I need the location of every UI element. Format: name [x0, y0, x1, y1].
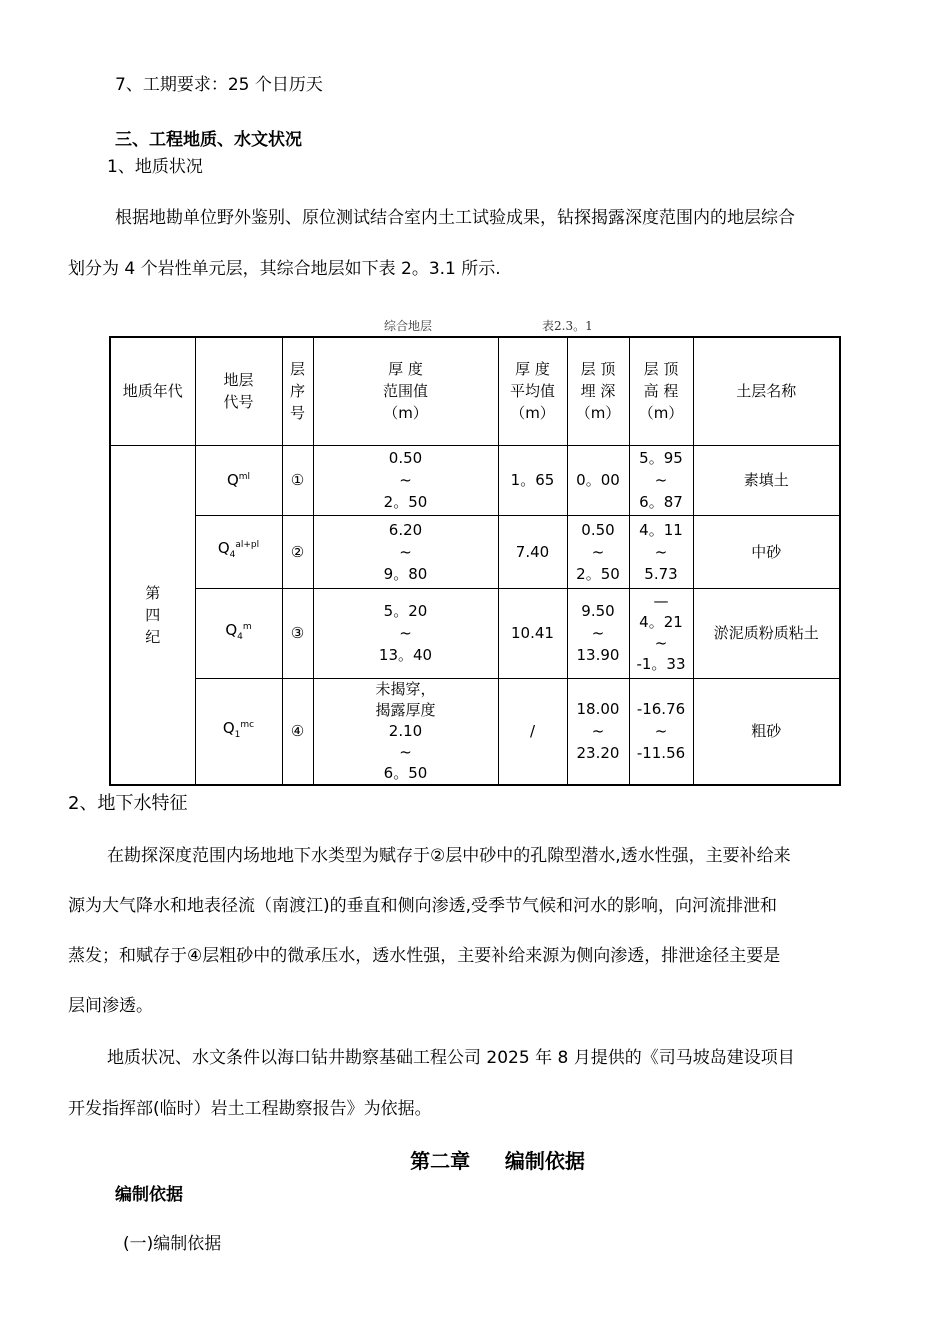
- groundwater-line-3: 蒸发；和赋存于④层粗砂中的微承压水，透水性强，主要补给来源为侧向渗透，排泄途径主要是: [68, 946, 781, 966]
- top-elev: — 4。21 ~ -1。33: [629, 588, 693, 678]
- soil-name: 中砂: [693, 515, 840, 588]
- layer-seq: ③: [282, 588, 313, 678]
- layer-code: $Q^{ml}$: [195, 445, 282, 515]
- layer-seq: ②: [282, 515, 313, 588]
- section-3-title: 三、工程地质、水文状况: [115, 130, 302, 150]
- para1-line1: 根据地勘单位野外鉴别、原位测试结合室内土工试验成果，钻探揭露深度范围内的地层综合: [115, 208, 795, 228]
- soil-name: 淤泥质粉质粘土: [693, 588, 840, 678]
- thick-range: 未揭穿， 揭露厚度 2.10 ~ 6。50: [313, 678, 498, 785]
- thick-range: 6.20 ~ 9。80: [313, 515, 498, 588]
- table-row: [110, 445, 840, 515]
- thick-avg: 7.40: [498, 515, 567, 588]
- basis-line-2: 开发指挥部(临时）岩土工程勘察报告》为依据。: [68, 1099, 432, 1119]
- era-cell: 第 四 纪: [110, 445, 195, 785]
- layer-seq: ④: [282, 678, 313, 785]
- top-elev: 4。11 ~ 5.73: [629, 515, 693, 588]
- top-depth: 18.00 ~ 23.20: [567, 678, 629, 785]
- groundwater-line-1: 在勘探深度范围内场地地下水类型为赋存于②层中砂中的孔隙型潜水,透水性强，主要补给来: [107, 846, 791, 866]
- soil-name: 粗砂: [693, 678, 840, 785]
- header-seq: 层 序 号: [282, 337, 313, 445]
- header-top-elev: 层 顶 高 程 （m）: [629, 337, 693, 445]
- header-era: 地质年代: [110, 337, 195, 445]
- item-7-duration: 7、工期要求：25 个日历天: [115, 75, 323, 95]
- layer-code: $Q_4^m$: [195, 588, 282, 678]
- thick-range: 0.50 ~ 2。50: [313, 445, 498, 515]
- header-soil-name: 土层名称: [693, 337, 840, 445]
- thick-avg: 1。65: [498, 445, 567, 515]
- table-row: [110, 678, 840, 785]
- top-depth: 0.50 ~ 2。50: [567, 515, 629, 588]
- table-row: [110, 588, 840, 678]
- layer-code: $Q_4^{al+pl}$: [195, 515, 282, 588]
- groundwater-line-2: 源为大气降水和地表径流（南渡江)的垂直和侧向渗透,受季节气候和河水的影响，向河流排泄和: [68, 896, 778, 916]
- header-code: 地层 代号: [195, 337, 282, 445]
- para1-line2: 划分为 4 个岩性单元层，其综合地层如下表 2。3.1 所示.: [68, 259, 501, 279]
- strata-table: [109, 336, 841, 786]
- layer-code: $Q_1^{mc}$: [195, 678, 282, 785]
- table-caption-title: 综合地层: [384, 319, 433, 333]
- top-elev: 5。95 ~ 6。87: [629, 445, 693, 515]
- thick-range: 5。20 ~ 13。40: [313, 588, 498, 678]
- table-caption-number: 表2.3。1: [542, 319, 593, 333]
- basis-line-1: 地质状况、水文条件以海口钻井勘察基础工程公司 2025 年 8 月提供的《司马坡岛建设项目: [107, 1048, 795, 1068]
- thick-avg: /: [498, 678, 567, 785]
- thick-avg: 10.41: [498, 588, 567, 678]
- top-depth: 9.50 ~ 13.90: [567, 588, 629, 678]
- header-top-depth: 层 顶 埋 深 （m）: [567, 337, 629, 445]
- top-elev: -16.76 ~ -11.56: [629, 678, 693, 785]
- chapter-2-subtitle: 编制依据: [115, 1185, 183, 1205]
- groundwater-line-4: 层间渗透。: [68, 996, 153, 1016]
- header-thick-range: 厚 度 范围值 （m）: [313, 337, 498, 445]
- layer-seq: ①: [282, 445, 313, 515]
- soil-name: 素填土: [693, 445, 840, 515]
- sub-1-title: 1、地质状况: [107, 157, 203, 177]
- top-depth: 0。00: [567, 445, 629, 515]
- table-row: [110, 515, 840, 588]
- sub-2-title: 2、地下水特征: [68, 793, 188, 814]
- table-header-row: [110, 337, 840, 445]
- header-thick-avg: 厚 度 平均值 （m）: [498, 337, 567, 445]
- chapter-2-item-1: (一)编制依据: [123, 1234, 222, 1254]
- chapter-2-title: 第二章 编制依据: [410, 1149, 585, 1173]
